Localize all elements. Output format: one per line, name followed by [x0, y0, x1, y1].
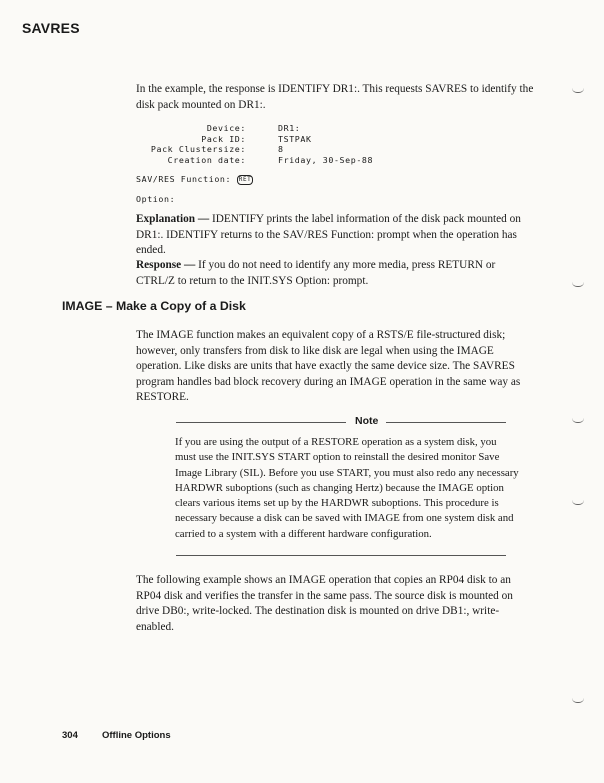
terminal-row: [120, 134, 373, 145]
terminal-label: Pack ID:: [201, 133, 246, 144]
terminal-value: DR1:: [278, 123, 301, 133]
response-text: If you do not need to identify any more media, press RETURN or CTRL/Z to return to the INIT.SYS Option: prompt.: [136, 259, 496, 287]
margin-mark: [572, 698, 584, 703]
footer-title: Offline Options: [102, 730, 171, 741]
explanation-paragraph: [136, 212, 536, 259]
image-paragraph: The IMAGE function makes an equivalent copy of a RSTS/E file-structured disk; however, only transfers from disk to like disk are legal when using the IMAGE operation. Like disks are units that have exactly the same device size. The SAVRES program handles bad block recovery during an IMAGE operation in the same way as RESTORE.: [136, 329, 521, 403]
terminal-label: Device:: [206, 123, 246, 133]
terminal-row: [120, 144, 373, 155]
terminal-label: Creation date:: [167, 154, 246, 165]
response-label: Response —: [136, 259, 196, 271]
note-title: Note: [355, 415, 379, 427]
note-rule-left: [176, 422, 346, 423]
section-heading: IMAGE – Make a Copy of a Disk: [62, 299, 246, 313]
terminal-row: [120, 123, 373, 134]
response-paragraph: [136, 258, 536, 289]
margin-mark: [572, 418, 584, 423]
page-number: 304: [62, 730, 78, 741]
return-key-icon: RET: [238, 175, 252, 183]
terminal-label: Pack Clustersize:: [150, 144, 246, 155]
margin-mark: [572, 282, 584, 287]
note-paragraph: If you are using the output of a RESTORE operation as a system disk, you must use the INIT.SYS START option to reinstall the desired monitor Save Image Library (SIL). Before you use START, you must also redo any necessary HARDWR suboptions (such as changing Hertz) because the IMAGE option clears various items set up by the HARDWR suboptions. This procedure is necessary because a disk can be saved with IMAGE from one system disk and carried to a system with a different hardware configuration.: [175, 436, 519, 540]
terminal-output: [120, 123, 373, 165]
page-header: SAVRES: [22, 20, 80, 36]
note-rule-bottom: [176, 555, 506, 556]
explanation-label: Explanation —: [136, 213, 210, 225]
terminal-prompt-line: [136, 174, 253, 185]
terminal-value: 8: [278, 144, 284, 155]
example-paragraph: The following example shows an IMAGE operation that copies an RP04 disk to an RP04 disk and verifies the transfer in the same pass. The source disk is mounted on drive DB0:, write-locked. The destination disk is mounted on drive DB1:, write-enabled.: [136, 574, 513, 633]
explanation-text: IDENTIFY prints the label information of the disk pack mounted on DR1:. IDENTIFY returns to the SAV/RES Function: prompt when the operation has ended.: [136, 213, 521, 256]
margin-mark: [572, 500, 584, 505]
terminal-value: TSTPAK: [278, 133, 312, 144]
function-prompt: SAV/RES Function:: [136, 174, 232, 184]
terminal-row: [120, 155, 373, 166]
note-rule-right: [386, 422, 506, 423]
option-prompt: Option:: [136, 194, 176, 204]
terminal-value: Friday, 30-Sep-88: [278, 154, 374, 165]
intro-paragraph: In the example, the response is IDENTIFY DR1:. This requests SAVRES to identify the disk pack mounted on DR1:.: [136, 83, 534, 111]
margin-mark: [572, 88, 584, 93]
